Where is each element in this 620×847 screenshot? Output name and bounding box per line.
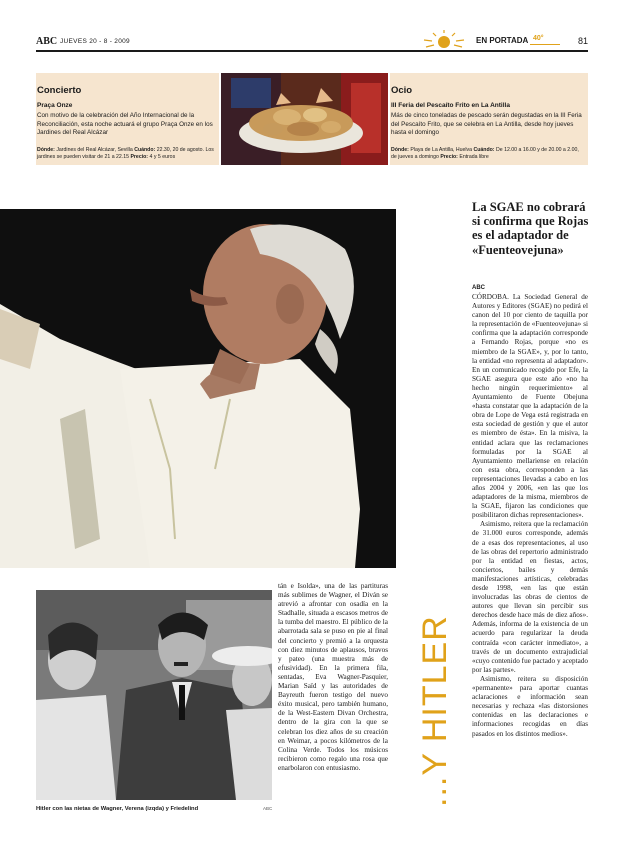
newspaper-brand: ABC: [36, 36, 58, 47]
issue-date: JUEVES 20 - 8 - 2009: [60, 38, 130, 45]
side-article-text: tán e Isolda», una de las partituras más sublimes de Wagner, el Diván se atrevió a afrontar con osadía en la Stadhalle, situada a escasos metros de la tumba del maestro. El público de la abarrotada sala se puso en pie al final del concierto y premió a la orquesta con diez minutos de aplausos, bravos y pateo (una muestra más de efusividad). En la primera fila, sentadas, Eva Wagner-Pasquier, Marian Saïd y las autoridades de Bayreuth fueron testigo del nuevo éxito musical, pero también humano, de la West-Eastern Divan Orchestra, dentro de la gira con la que se celebran los diez años de su creación en Weimar, a pocos kilómetros de la Colina Verde. Todos los músicos recibieron como regalo una rosa que enarbolaron con entusiasmo.: [278, 582, 388, 772]
article-body: [472, 293, 588, 739]
sun-icon: [420, 30, 468, 48]
section-name: EN PORTADA: [476, 36, 529, 45]
historic-bw-photo: [36, 590, 272, 800]
leisure-info: Dónde: Playa de La Antilla, Huelva Cuándo: De 12.00 a 16.00 y de 20.00 a 2.00, de jueves a domingo Precio: Entrada libre: [391, 147, 579, 161]
article-paragraph: CÓRDOBA. La Sociedad General de Autores y Editores (SGAE) no pedirá el canon del 10 por ciento de taquilla por la representación de «Fuenteovejuna» si confirma que la adaptación corresponde a Fernando Rojas, porque «no es miembro de la SGAE», y, por lo tanto, la entidad «no representa al adaptador». En un comunicado recogido por Efe, la SGAE asegura que este año «no ha hecho ningún requerimiento» al Ayuntamiento de Fuente Obejuna «hasta constatar que la adaptación de la obra de Lope de Vega está registrada en esta sociedad de gestión y que el autor es miembro de ésta». En la misiva, la entidad aclara que las reclamaciones formuladas por la SGAE al Ayuntamiento mellariense en relación con esta obra, corresponden a las representaciones llevadas a cabo en los años 2004 y 2006, «en las que los adaptadores de la misma, miembros de la SGAE, fijaron las condiciones que posibilitaron dichas representaciones».: [472, 293, 588, 520]
concert-title: Concierto: [37, 85, 82, 96]
fried-fish-photo: [221, 73, 388, 165]
article-paragraph: Asimismo, reitera que la reclamación de 31.000 euros corresponde, además de a esas dos representaciones, al uso de las obras del repertorio administrado por la entidad en fiestas, actos, conciertos, bailes y demás manifestaciones artísticas, celebradas desde 1998, «en las que están involucradas las obras de cientos de autores que llevan sin percibir sus derechos desde hace más de diez años». Además, informa de la existencia de un acuerdo para regularizar la deuda contraída «con carácter inmediato», a través de un documento extrajudicial «cuyo contenido fue pactado y aceptado por las partes».: [472, 520, 588, 674]
photo-caption: Hitler con las nietas de Wagner, Verena (izqda) y Friedelind: [36, 806, 199, 812]
header-rule: [36, 50, 588, 52]
leisure-title: Ocio: [391, 85, 413, 96]
leisure-subtitle: III Feria del Pescaíto Frito en La Antilla: [391, 102, 510, 109]
concert-subtitle: Praça Onze: [37, 102, 73, 109]
concert-text: Con motivo de la celebración del Año Internacional de la Reconciliación, esta noche actuará el grupo Praça Onze en los Jardines del Real Alcázar: [37, 112, 213, 137]
photo-credit: ABC: [263, 806, 273, 811]
leisure-box: [390, 73, 588, 165]
page-header: [36, 36, 588, 50]
article-headline: La SGAE no cobrará si confirma que Rojas es el adaptador de «Fuenteovejuna»: [472, 200, 589, 257]
article-paragraph: Asimismo, reitera su disposición «permanente» para aportar cuantas aclaraciones e información sean necesarias y rechaza «las distorsiones contenidas en las declaraciones e informaciones recogidas en días pasados en los distintos medios».: [472, 674, 588, 738]
vertical-title: ...Y HITLER: [416, 615, 454, 807]
concert-box: [36, 73, 219, 165]
concert-info: Dónde: Jardines del Real Alcázar, Sevilla Cuándo: 22.30, 20 de agosto. Los jardines se pueden visitar de 21 a 22.15 Precio: 4 y 5 euros: [37, 147, 214, 161]
leisure-text: Más de cinco toneladas de pescado serán degustadas en la III Feria del Pescaíto Frito, que se celebra en La Antilla, desde hoy jueves hasta el domingo: [391, 112, 582, 137]
article-byline: ABC: [472, 285, 485, 291]
conductor-photo: [0, 209, 396, 568]
temperature-rule: [530, 44, 560, 45]
temperature: 40°: [533, 35, 544, 42]
page-number: 81: [577, 36, 588, 46]
